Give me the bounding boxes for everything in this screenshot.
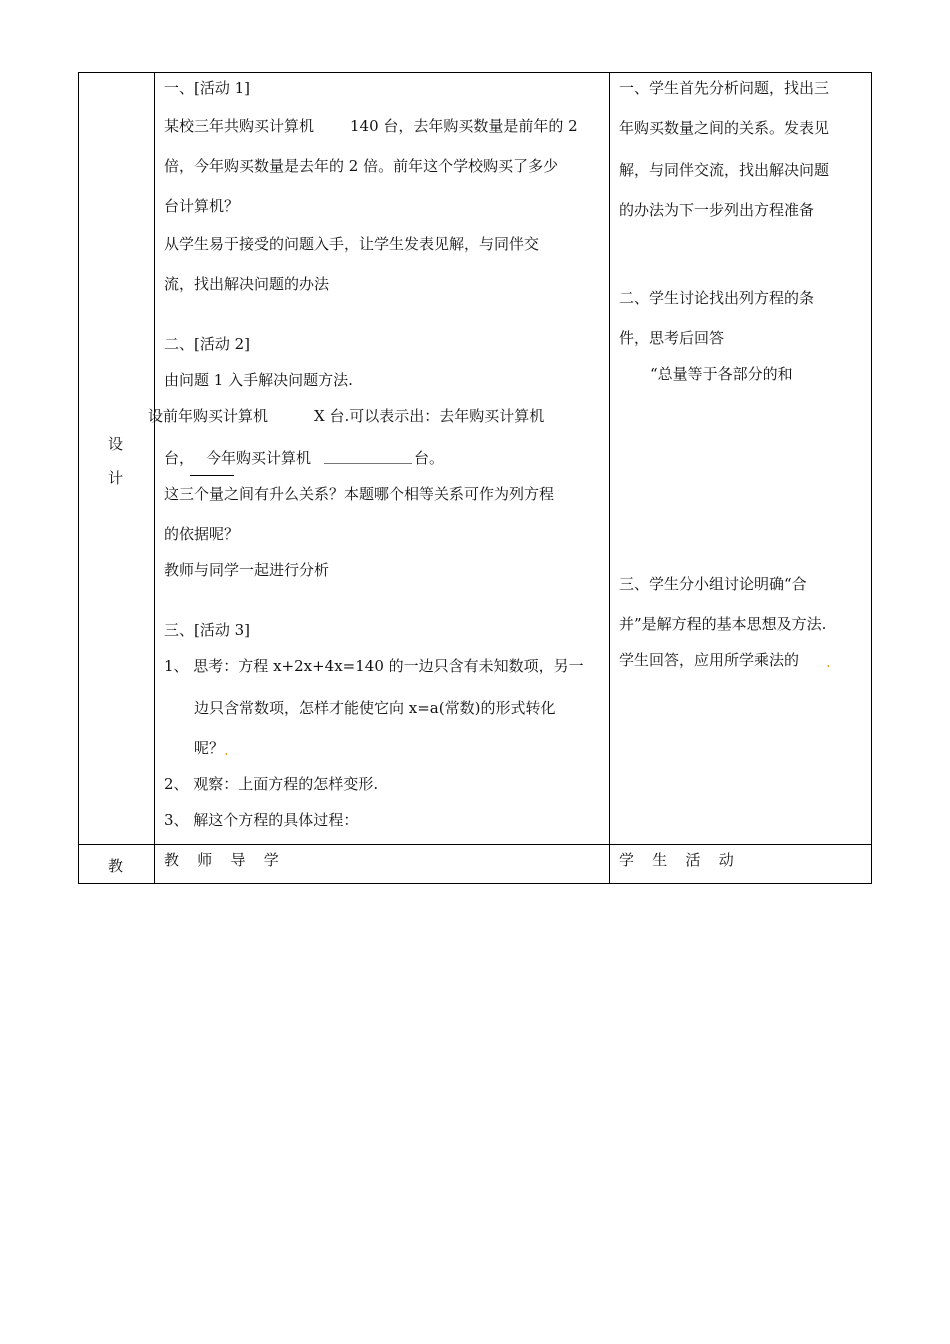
table-border-left <box>78 72 79 884</box>
student-activity-2: 二、学生讨论找出列方程的条 <box>619 289 815 307</box>
activity-2-question: 这三个量之间有升么关系？本题哪个相等关系可作为列方程 <box>164 485 555 503</box>
activity-1-text: 倍，今年购买数量是去年的 2 倍。前年这个学校购买了多少 <box>164 157 559 175</box>
activity-3-title: 三、[活动 3] <box>164 621 251 639</box>
lesson-plan-table <box>78 72 872 884</box>
student-activity-1: 的办法为下一步列出方程准备 <box>619 201 815 219</box>
table-col-divider-1 <box>154 72 155 884</box>
activity-2-text: 教师与同学一起进行分析 <box>164 561 330 579</box>
mark-dot: . <box>224 741 229 759</box>
activity-2-text: 由问题 1 入手解决问题方法. <box>164 371 353 389</box>
student-activity-1: 解，与同伴交流，找出解决问题 <box>619 161 830 179</box>
mark-dot: . <box>826 653 831 671</box>
row-label-ji: 计 <box>108 469 124 487</box>
student-activity-3: 并”是解方程的基本思想及方法. <box>619 615 827 633</box>
activity-2-question: 的依据呢？ <box>164 525 240 543</box>
table-col-divider-2 <box>609 72 610 884</box>
row-label-jiao: 教 <box>108 857 124 875</box>
activity-2-text: 设前年购买计算机 <box>148 407 269 425</box>
table-border-top <box>78 72 872 73</box>
activity-2-text: 台， <box>164 449 195 467</box>
table-border-right <box>871 72 872 884</box>
student-activity-1: 一、学生首先分析问题，找出三 <box>619 79 830 97</box>
activity-2-text: 今年购买计算机 <box>206 449 312 467</box>
activity-1-title: 一、[活动 1] <box>164 79 251 97</box>
activity-1-text: 台计算机？ <box>164 197 240 215</box>
activity-3-item-2: 2、 观察：上面方程的怎样变形. <box>164 775 379 793</box>
activity-2-text: X 台.可以表示出：去年购买计算机 <box>314 407 545 425</box>
table-row-divider <box>78 844 872 845</box>
activity-3-item-1: 边只含常数项，怎样才能使它向 x=a(常数)的形式转化 <box>194 699 556 717</box>
student-activity-2: 件，思考后回答 <box>619 329 725 347</box>
student-activity-2: “总量等于各部分的和 <box>650 365 793 383</box>
student-activity-1: 年购买数量之间的关系。发表见 <box>619 119 830 137</box>
student-activity-3: 三、学生分小组讨论明确“合 <box>619 575 807 593</box>
activity-3-item-1: 呢？ <box>194 739 225 757</box>
activity-1-text: 某校三年共购买计算机 <box>164 117 315 135</box>
activity-1-text: 140 台，去年购买数量是前年的 2 <box>350 117 578 135</box>
activity-3-item-3: 3、 解这个方程的具体过程： <box>164 811 359 829</box>
activity-3-item-1: 1、 思考：方程 x+2x+4x=140 的一边只含有未知数项，另一 <box>164 657 584 675</box>
answer-blank-2 <box>324 463 412 464</box>
column-footer-student: 学 生 活 动 <box>619 851 741 869</box>
table-border-bottom <box>78 883 872 884</box>
activity-1-analysis: 流，找出解决问题的办法 <box>164 275 330 293</box>
column-footer-teacher: 教 师 导 学 <box>164 851 286 869</box>
answer-blank-1 <box>190 475 234 476</box>
student-activity-3: 学生回答，应用所学乘法的 <box>619 651 800 669</box>
activity-1-analysis: 从学生易于接受的问题入手，让学生发表见解，与同伴交 <box>164 235 540 253</box>
activity-2-text: 台。 <box>414 449 445 467</box>
activity-2-title: 二、[活动 2] <box>164 335 251 353</box>
row-label-she: 设 <box>108 435 124 453</box>
